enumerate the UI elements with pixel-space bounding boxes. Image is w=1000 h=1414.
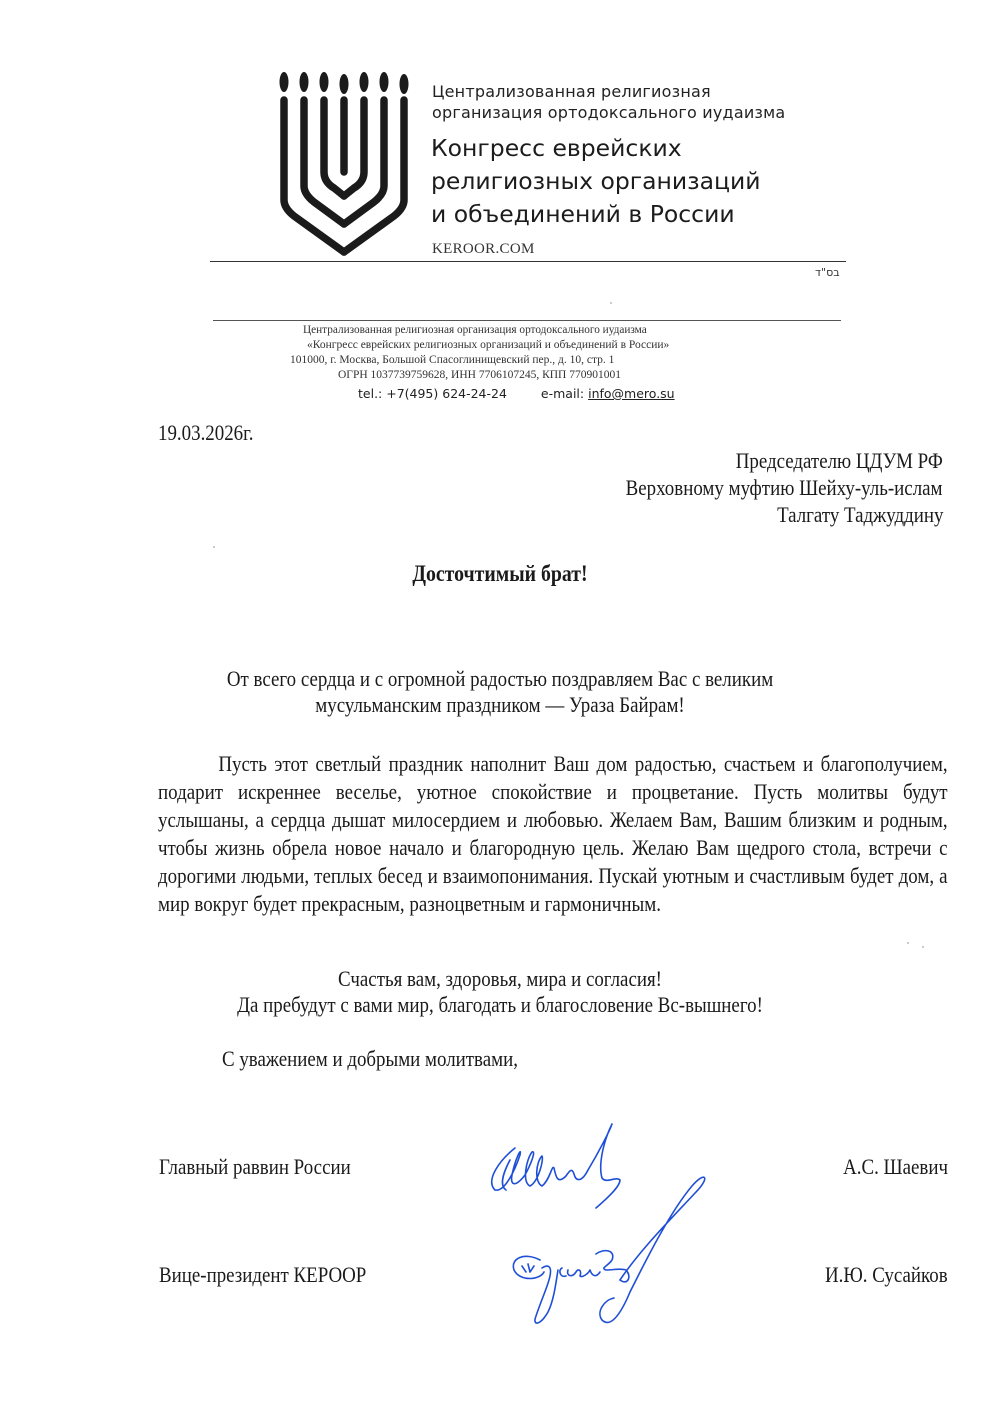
- signatory-title: Вице-президент КЕРООР: [159, 1262, 367, 1287]
- congratulation: [70, 666, 930, 718]
- signatory-name: И.Ю. Сусайков: [825, 1262, 948, 1287]
- addressee-line: Председателю ЦДУМ РФ: [735, 448, 943, 473]
- addressee-line: Талгату Таджуддину: [776, 502, 943, 527]
- requisites-divider: [213, 320, 841, 321]
- wish-line-1: Счастья вам, здоровья, мира и согласия!: [338, 966, 662, 991]
- scan-speck: [922, 946, 924, 948]
- org-name-line-3: и объединений в России: [431, 200, 735, 228]
- header-divider: [210, 261, 846, 262]
- scan-speck: [610, 302, 612, 304]
- handwritten-signatures: [470, 1120, 710, 1335]
- menorah-logo: [276, 72, 416, 258]
- bsd-mark: בס"ד: [815, 266, 840, 279]
- requisites-contacts: [358, 386, 675, 401]
- letter-date: 19.03.2026г.: [158, 420, 254, 445]
- phone-number[interactable]: tel.: +7(495) 624-24-24: [358, 386, 507, 401]
- signatory-name: А.С. Шаевич: [843, 1154, 948, 1179]
- org-type-line-2: организация ортодоксального иудаизма: [432, 103, 786, 122]
- closing-phrase: С уважением и добрыми молитвами,: [222, 1046, 518, 1071]
- org-type-line-1: Централизованная религиозная: [432, 82, 711, 101]
- org-type-text: [432, 81, 785, 123]
- congratulation-line-1: От всего сердца и с огромной радостью поздравляем Вас с великим: [226, 666, 774, 691]
- scan-speck: [907, 942, 909, 944]
- scan-speck: [213, 546, 215, 548]
- org-name-line-2: религиозных организаций: [431, 167, 761, 195]
- salutation: Досточтимый брат!: [412, 561, 588, 586]
- signatory-title: Главный раввин России: [159, 1154, 351, 1179]
- org-name: [431, 132, 761, 231]
- wish-line-2: Да пребудут с вами мир, благодать и благословение Вс-вышнего!: [237, 992, 763, 1017]
- letter-body: Пусть этот светлый праздник наполнит Ваш дом радостью, счастьем и благополучием, подарит искреннее веселье, уютное спокойствие и процветание. Пусть молитвы будут услышаны, а сердца дышат милосердием и любовью. Желаем Вам, Вашим близким и родным, чтобы жизнь обрела новое начало и благородную цель. Желаю Вам щедрого стола, встречи с дорогими людьми, теплых бесед и взаимопонимания. Пускай уютным и счастливым будет дом, а мир вокруг будет прекрасным, разноцветным и гармоничным.: [158, 751, 948, 916]
- congratulation-line-2: мусульманским праздником — Ураза Байрам!: [315, 692, 685, 717]
- email-link[interactable]: info@mero.su: [588, 386, 675, 401]
- signature-shaevich: [492, 1124, 620, 1208]
- requisites-line-2: «Конгресс еврейских религиозных организаций и объединений в России»: [307, 339, 670, 351]
- signature-susaykov: [513, 1177, 704, 1323]
- org-name-line-1: Конгресс еврейских: [431, 134, 682, 162]
- requisites-address: 101000, г. Москва, Большой Спасоглинищевский пер., д. 10, стр. 1: [290, 354, 615, 366]
- requisites-line-1: Централизованная религиозная организация ортодоксального иудаизма: [303, 324, 647, 336]
- email-label: e-mail:: [540, 386, 585, 401]
- website-link[interactable]: KEROOR.COM: [432, 241, 535, 257]
- addressee-line: Верховному муфтию Шейху-уль-ислам: [626, 475, 943, 500]
- requisites-registration: ОГРН 1037739759628, ИНН 7706107245, КПП 770901001: [338, 369, 621, 381]
